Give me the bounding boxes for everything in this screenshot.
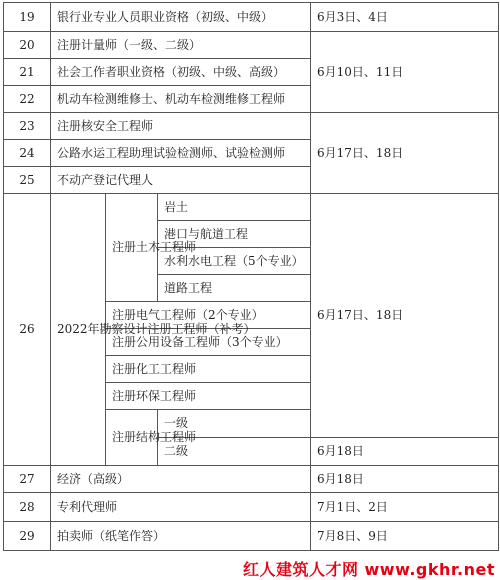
- exam-name: 注册电气工程师（2个专业）: [106, 302, 311, 329]
- exam-name: 拍卖师（纸笔作答）: [51, 522, 311, 551]
- row-number: 22: [4, 86, 51, 113]
- structural-level: 二级: [158, 438, 311, 466]
- table-row: [4, 113, 499, 140]
- exam-date: 6月3日、4日: [311, 3, 499, 32]
- row-number: 19: [4, 3, 51, 32]
- row-number: 21: [4, 59, 51, 86]
- table-row: [4, 522, 499, 551]
- structural-engineer-label: 注册结构工程师: [106, 410, 158, 466]
- exam-name: 不动产登记代理人: [51, 167, 311, 194]
- row-number: 28: [4, 493, 51, 522]
- civil-engineer-label: 注册土木工程师: [106, 194, 158, 302]
- exam-name: 注册核安全工程师: [51, 113, 311, 140]
- exam-name: 注册计量师（一级、二级）: [51, 32, 311, 59]
- civil-item: 岩土: [158, 194, 311, 221]
- group-label: 2022年勘察设计注册工程师（补考）: [51, 194, 106, 466]
- exam-date: 7月1日、2日: [311, 493, 499, 522]
- table-row: [4, 493, 499, 522]
- civil-item: 港口与航道工程: [158, 221, 311, 248]
- civil-item: 水利水电工程（5个专业）: [158, 248, 311, 275]
- row-number: 23: [4, 113, 51, 140]
- exam-date: 6月18日: [311, 466, 499, 493]
- exam-date: 7月8日、9日: [311, 522, 499, 551]
- exam-name: 注册化工工程师: [106, 356, 311, 383]
- table-row: [4, 32, 499, 59]
- row-number: 26: [4, 194, 51, 466]
- exam-date: 6月10日、11日: [311, 32, 499, 113]
- exam-date: 6月17日、18日: [311, 194, 499, 438]
- exam-date: 6月18日: [311, 438, 499, 466]
- row-number: 24: [4, 140, 51, 167]
- structural-level: 一级: [158, 410, 311, 438]
- row-number: 29: [4, 522, 51, 551]
- table-row: [4, 194, 499, 221]
- table-row: [4, 466, 499, 493]
- row-number: 27: [4, 466, 51, 493]
- row-number: 25: [4, 167, 51, 194]
- exam-name: 经济（高级）: [51, 466, 311, 493]
- exam-name: 注册环保工程师: [106, 383, 311, 410]
- row-number: 20: [4, 32, 51, 59]
- exam-name: 公路水运工程助理试验检测师、试验检测师: [51, 140, 311, 167]
- exam-name: 注册公用设备工程师（3个专业）: [106, 329, 311, 356]
- exam-name: 专利代理师: [51, 493, 311, 522]
- civil-item: 道路工程: [158, 275, 311, 302]
- exam-date: 6月17日、18日: [311, 113, 499, 194]
- exam-name: 银行业专业人员职业资格（初级、中级）: [51, 3, 311, 32]
- exam-schedule-table: [3, 2, 499, 551]
- table-row: [4, 3, 499, 32]
- exam-name: 社会工作者职业资格（初级、中级、高级）: [51, 59, 311, 86]
- site-watermark: 红人建筑人才网 www.gkhr.net: [241, 557, 497, 580]
- exam-name: 机动车检测维修士、机动车检测维修工程师: [51, 86, 311, 113]
